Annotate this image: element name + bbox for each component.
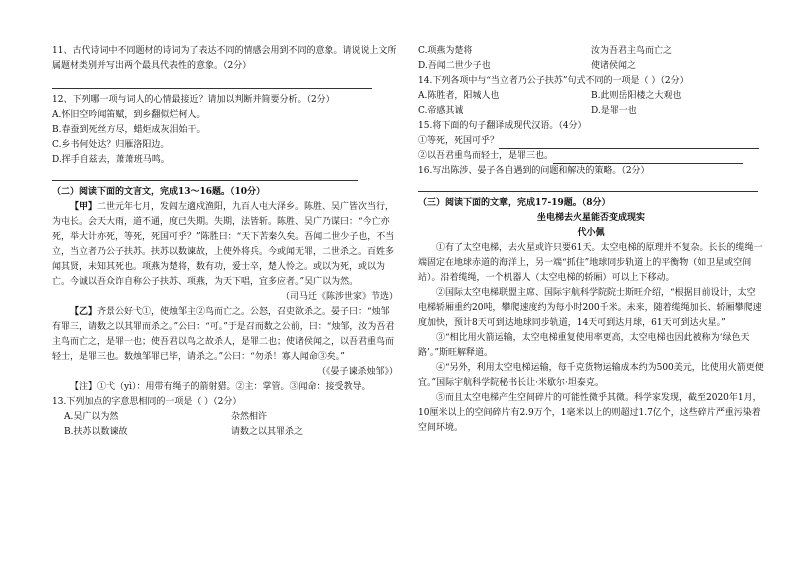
article-paragraph: ①有了太空电梯，去火星或许只要61天。太空电梯的原理并不复杂。长长的缆绳一端固定在地球赤道的海洋上，另一端“抓住”地球同步轨道上的平衡物（如卫星或空间站）。沿着缆绳，一个机器人（太空电梯的轿厢）可以上下移动。 bbox=[418, 243, 763, 283]
q13-option-row bbox=[418, 59, 764, 74]
q14-option-a: A.陈胜者，阳城人也 bbox=[418, 91, 500, 101]
article-author: 代小佩 bbox=[577, 228, 605, 238]
q15-item-2-text: ②以吾君重鸟而轻士，是罪三也。 bbox=[418, 151, 554, 161]
article-paragraph: ⑤而且太空电梯产生空间碎片的可能性微乎其微。科学家发现，截至2020年1月，10厘米以上的空间碎片有2.9万个，1毫米以上的则超过1.7亿个，这些碎片严重污染着空间环境。 bbox=[418, 393, 762, 433]
q13-option-row bbox=[418, 44, 764, 59]
q13-option-d: D.吾闻二世少子也 bbox=[418, 61, 491, 71]
passage-jia-source: （司马迁《陈涉世家》节选） bbox=[280, 292, 398, 302]
article-title: 坐电梯去火星能否变成现实 bbox=[536, 213, 645, 223]
passage-yi-label: 【乙】 bbox=[70, 307, 98, 317]
q15-item-1-text: ①等死，死国可乎？ bbox=[418, 136, 500, 146]
question-11: 11、古代诗词中不同题材的诗词为了表达不同的情感会用到不同的意象。请说说上文所属题材类别并写出两个最具代表性的意象。（2分） bbox=[52, 46, 397, 71]
q14-option-row bbox=[418, 104, 764, 119]
answer-line bbox=[553, 151, 743, 164]
q13-option-row bbox=[52, 410, 398, 425]
q14-option-d: D.是罪一也 bbox=[591, 106, 637, 116]
question-13: 13.下列加点的字意思相同的一项是（ ）（2分） bbox=[52, 397, 242, 407]
annotation-note: 【注】①弋（yì）：用带有绳子的箭射猎。②主：掌管。③闻命：接受教导。 bbox=[70, 382, 371, 392]
q12-option-a: A.怀旧空吟闻笛赋，到乡翻似烂柯人。 bbox=[52, 110, 206, 120]
q12-option-b: B.春蚕到死丝方尽，蜡炬成灰泪始干。 bbox=[52, 125, 206, 135]
q14-option-b: B.此则岳阳楼之大观也 bbox=[591, 91, 682, 101]
article-paragraph: ④“另外，利用太空电梯运输，每千克货物运输成本约为500美元，比使用火箭更便宜。”国际宇航科学院秘书长让·米歇尔·坦泰克。 bbox=[418, 363, 764, 388]
passage-yi-source: （《晏子谏杀烛邹》） bbox=[316, 367, 398, 377]
q13-option-b: B.扶苏以数谏故 bbox=[64, 427, 128, 437]
q13-option-d-compare: 使诸侯闻之 bbox=[591, 61, 637, 71]
question-16: 16.写出陈涉、晏子各自遇到的问题和解决的策略。（2分） bbox=[418, 166, 650, 176]
passage-jia-text: 二世元年七月，发闾左適戍渔阳，九百人屯大泽乡。陈胜、吴广皆次当行，为屯长。会天大雨，道不通，度已失期。失期，法皆斩。陈胜、吴广乃谋曰：“今亡亦死，举大计亦死，等死，死国可乎？”陈胜曰：“天下苦秦久矣。吾闻二世少子也，不当立，当立者乃公子扶苏。扶苏以数谏故，上使外将兵。今或闻无罪，二世杀之。百姓多闻其贤，未知其死也。项燕为楚将，数有功，爱士卒，楚人怜之。或以为死，或以为亡。今诚以吾众诈自称公子扶苏、项燕，为天下唱，宜多应者。”吴广以为然。 bbox=[52, 202, 395, 287]
q13-option-a-compare: 杂然相许 bbox=[231, 412, 268, 422]
answer-line bbox=[499, 136, 759, 149]
question-15: 15.将下面的句子翻译成现代汉语。（4分） bbox=[418, 121, 587, 131]
passage-yi-text: 齐景公好弋①，使烛邹主②鸟而亡之。公怒，召吏欲杀之。晏子曰：“烛邹有罪三，请数之以其罪而杀之。”公曰：“可。”于是召而数之公前，曰：“烛邹，汝为吾君主鸟而亡之，是罪一也；使吾君以鸟之故杀人，是罪二也；使诸侯闻之，以吾君重鸟而轻士，是罪三也。数烛邹罪已毕，请杀之。”公曰：“勿杀！寡人闻命③矣。” bbox=[52, 307, 395, 362]
q13-option-b-compare: 请数之以其罪杀之 bbox=[231, 427, 304, 437]
q12-option-d: D.挥手自兹去，萧萧班马鸣。 bbox=[52, 155, 170, 165]
q13-option-row bbox=[52, 425, 398, 440]
q13-option-c-compare: 汝为吾君主鸟而亡之 bbox=[591, 46, 673, 56]
answer-line bbox=[52, 80, 372, 89]
article-paragraph: ③“相比用火箭运输，太空电梯重复使用率更高，太空电梯也因此被称为‘绿色天路’。”斯旺解释道。 bbox=[418, 333, 750, 358]
question-12: 12、下列哪一项与词人的心情最接近？请加以判断并简要分析。（2分） bbox=[52, 95, 335, 105]
answer-line bbox=[418, 183, 758, 192]
section-3-heading: （三）阅读下面的文章，完成17-19题。（8分） bbox=[418, 198, 611, 208]
q12-option-c: C.乡书何处达？归雁洛阳边。 bbox=[52, 140, 170, 150]
passage-yi bbox=[52, 305, 398, 365]
right-column bbox=[418, 44, 764, 436]
section-2-heading: （二）阅读下面的文言文，完成13～16题。（10分） bbox=[52, 187, 266, 197]
q15-item-2 bbox=[418, 149, 764, 164]
q14-option-c: C.帝感其诚 bbox=[418, 106, 464, 116]
answer-line bbox=[52, 172, 358, 181]
question-14: 14.下列各项中与“当立者乃公子扶苏”句式不同的一项是（ ）（2分） bbox=[418, 76, 689, 86]
passage-jia bbox=[52, 200, 398, 290]
q13-option-a: A.吴广以为然 bbox=[64, 412, 119, 422]
q13-option-c: C.项燕为楚将 bbox=[418, 46, 473, 56]
left-column bbox=[52, 44, 398, 440]
passage-jia-label: 【甲】 bbox=[70, 202, 98, 212]
q15-item-1 bbox=[418, 134, 764, 149]
article-paragraph: ②国际太空电梯联盟主席、国际宇航科学院院士斯旺介绍，“根据目前设计，太空电梯轿厢重约20吨，攀爬速度约为每小时200千米。未来，随着缆绳加长、轿厢攀爬速度加快，预计8天可到达地球同步轨道，14天可到达月球，61天可到达火星。” bbox=[418, 288, 762, 328]
q14-option-row bbox=[418, 89, 764, 104]
